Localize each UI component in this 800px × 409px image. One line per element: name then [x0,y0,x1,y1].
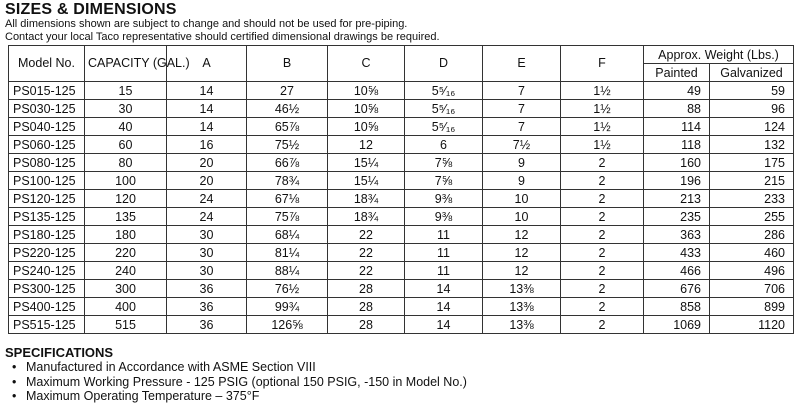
cell-f: 2 [561,244,644,262]
cell-painted: 466 [644,262,710,280]
dimensions-table [8,45,794,334]
cell-e: 7 [483,100,561,118]
cell-model: PS100-125 [9,172,85,190]
cell-c: 15¼ [328,172,405,190]
cell-painted: 363 [644,226,710,244]
cell-capacity: 515 [85,316,167,334]
cell-model: PS400-125 [9,298,85,316]
cell-d: 5⁵⁄₁₆ [405,118,483,136]
cell-capacity: 300 [85,280,167,298]
cell-a: 20 [167,172,247,190]
cell-model: PS060-125 [9,136,85,154]
spec-item-text: Manufactured in Accordance with ASME Section VIII [26,360,316,374]
cell-e: 7½ [483,136,561,154]
cell-f: 2 [561,262,644,280]
table-row [9,82,794,100]
table-row [9,118,794,136]
table-row [9,154,794,172]
cell-f: 2 [561,316,644,334]
spec-item [0,375,467,390]
disclaimer-line-1: All dimensions shown are subject to change and should not be used for pre-piping. [5,18,408,30]
cell-capacity: 120 [85,190,167,208]
cell-b: 66⅞ [247,154,328,172]
cell-c: 12 [328,136,405,154]
cell-e: 7 [483,118,561,136]
cell-capacity: 30 [85,100,167,118]
cell-painted: 433 [644,244,710,262]
section-title: SIZES & DIMENSIONS [5,1,177,18]
cell-galvanized: 233 [710,190,794,208]
cell-a: 16 [167,136,247,154]
cell-galvanized: 96 [710,100,794,118]
cell-b: 88¼ [247,262,328,280]
cell-d: 14 [405,316,483,334]
cell-e: 9 [483,172,561,190]
cell-galvanized: 124 [710,118,794,136]
table-row [9,190,794,208]
cell-painted: 858 [644,298,710,316]
cell-e: 7 [483,82,561,100]
cell-galvanized: 132 [710,136,794,154]
cell-capacity: 15 [85,82,167,100]
cell-f: 2 [561,298,644,316]
cell-a: 24 [167,190,247,208]
cell-galvanized: 175 [710,154,794,172]
cell-painted: 1069 [644,316,710,334]
cell-c: 28 [328,298,405,316]
table-row [9,244,794,262]
cell-f: 1½ [561,82,644,100]
cell-model: PS240-125 [9,262,85,280]
cell-a: 30 [167,262,247,280]
cell-c: 28 [328,316,405,334]
cell-painted: 49 [644,82,710,100]
column-header-d: D [405,46,483,82]
cell-capacity: 180 [85,226,167,244]
cell-e: 10 [483,208,561,226]
table-row [9,100,794,118]
dimensions-table-body [9,82,794,334]
bullet-icon: • [12,389,17,403]
cell-model: PS220-125 [9,244,85,262]
cell-painted: 114 [644,118,710,136]
cell-d: 14 [405,280,483,298]
cell-model: PS030-125 [9,100,85,118]
cell-d: 9⅜ [405,208,483,226]
cell-c: 22 [328,262,405,280]
column-header-capacity: CAPACITY (GAL.) [85,46,167,82]
cell-capacity: 60 [85,136,167,154]
cell-d: 6 [405,136,483,154]
disclaimer-line-2: Contact your local Taco representative should certified dimensional drawings be required. [5,31,440,43]
cell-f: 2 [561,280,644,298]
column-header-weight-group: Approx. Weight (Lbs.) [644,46,794,64]
cell-b: 126⅝ [247,316,328,334]
cell-galvanized: 899 [710,298,794,316]
cell-f: 2 [561,172,644,190]
cell-painted: 88 [644,100,710,118]
cell-b: 27 [247,82,328,100]
bullet-icon: • [12,360,17,374]
cell-b: 65⅞ [247,118,328,136]
cell-galvanized: 215 [710,172,794,190]
spec-item [0,389,467,404]
cell-b: 67⅛ [247,190,328,208]
cell-galvanized: 460 [710,244,794,262]
cell-e: 12 [483,226,561,244]
column-header-painted: Painted [644,64,710,82]
table-row [9,298,794,316]
cell-c: 10⅝ [328,100,405,118]
column-header-e: E [483,46,561,82]
cell-a: 24 [167,208,247,226]
cell-capacity: 400 [85,298,167,316]
cell-a: 36 [167,280,247,298]
cell-f: 1½ [561,136,644,154]
cell-capacity: 100 [85,172,167,190]
spec-item-text: Maximum Working Pressure - 125 PSIG (optional 150 PSIG, -150 in Model No.) [26,374,467,389]
cell-f: 2 [561,226,644,244]
specifications-title: SPECIFICATIONS [5,345,114,360]
cell-galvanized: 706 [710,280,794,298]
cell-capacity: 80 [85,154,167,172]
cell-capacity: 40 [85,118,167,136]
cell-b: 68¼ [247,226,328,244]
spec-item [0,360,467,375]
cell-d: 7⅝ [405,154,483,172]
cell-c: 10⅝ [328,82,405,100]
column-header-b: B [247,46,328,82]
table-row [9,208,794,226]
cell-d: 11 [405,244,483,262]
cell-e: 10 [483,190,561,208]
cell-model: PS015-125 [9,82,85,100]
cell-galvanized: 286 [710,226,794,244]
cell-a: 36 [167,298,247,316]
cell-f: 2 [561,208,644,226]
cell-c: 18¾ [328,208,405,226]
cell-c: 15¼ [328,154,405,172]
table-row [9,172,794,190]
cell-b: 46½ [247,100,328,118]
cell-galvanized: 1120 [710,316,794,334]
cell-d: 5⁵⁄₁₆ [405,100,483,118]
cell-d: 11 [405,226,483,244]
cell-d: 9⅜ [405,190,483,208]
cell-painted: 118 [644,136,710,154]
column-header-c: C [328,46,405,82]
cell-a: 20 [167,154,247,172]
cell-galvanized: 496 [710,262,794,280]
cell-f: 1½ [561,100,644,118]
cell-a: 36 [167,316,247,334]
cell-c: 18¾ [328,190,405,208]
cell-galvanized: 59 [710,82,794,100]
cell-c: 22 [328,226,405,244]
bullet-icon: • [12,374,17,389]
cell-model: PS135-125 [9,208,85,226]
cell-painted: 196 [644,172,710,190]
cell-model: PS120-125 [9,190,85,208]
cell-d: 7⅝ [405,172,483,190]
cell-f: 2 [561,190,644,208]
cell-a: 14 [167,118,247,136]
specifications-list [0,360,467,404]
cell-d: 5⁵⁄₁₆ [405,82,483,100]
table-row [9,280,794,298]
cell-painted: 676 [644,280,710,298]
cell-e: 12 [483,262,561,280]
cell-a: 14 [167,82,247,100]
cell-e: 13⅜ [483,316,561,334]
cell-capacity: 220 [85,244,167,262]
cell-b: 76½ [247,280,328,298]
cell-c: 10⅝ [328,118,405,136]
cell-c: 28 [328,280,405,298]
column-header-f: F [561,46,644,82]
cell-c: 22 [328,244,405,262]
cell-model: PS180-125 [9,226,85,244]
table-row [9,136,794,154]
cell-e: 9 [483,154,561,172]
column-header-galvanized: Galvanized [710,64,794,82]
cell-b: 75⅞ [247,208,328,226]
cell-b: 81¼ [247,244,328,262]
column-header-model: Model No. [9,46,85,82]
cell-model: PS080-125 [9,154,85,172]
table-row [9,316,794,334]
spec-item-text: Maximum Operating Temperature – 375°F [26,389,260,403]
cell-b: 75½ [247,136,328,154]
cell-model: PS300-125 [9,280,85,298]
cell-b: 78¾ [247,172,328,190]
cell-a: 14 [167,100,247,118]
cell-model: PS515-125 [9,316,85,334]
cell-d: 14 [405,298,483,316]
cell-d: 11 [405,262,483,280]
table-row [9,262,794,280]
cell-painted: 235 [644,208,710,226]
cell-b: 99¾ [247,298,328,316]
cell-capacity: 240 [85,262,167,280]
cell-e: 12 [483,244,561,262]
column-header-a: A [167,46,247,82]
cell-capacity: 135 [85,208,167,226]
cell-a: 30 [167,226,247,244]
cell-painted: 160 [644,154,710,172]
cell-e: 13⅜ [483,298,561,316]
cell-painted: 213 [644,190,710,208]
cell-f: 2 [561,154,644,172]
cell-e: 13⅜ [483,280,561,298]
table-row [9,226,794,244]
cell-model: PS040-125 [9,118,85,136]
cell-f: 1½ [561,118,644,136]
cell-galvanized: 255 [710,208,794,226]
cell-a: 30 [167,244,247,262]
